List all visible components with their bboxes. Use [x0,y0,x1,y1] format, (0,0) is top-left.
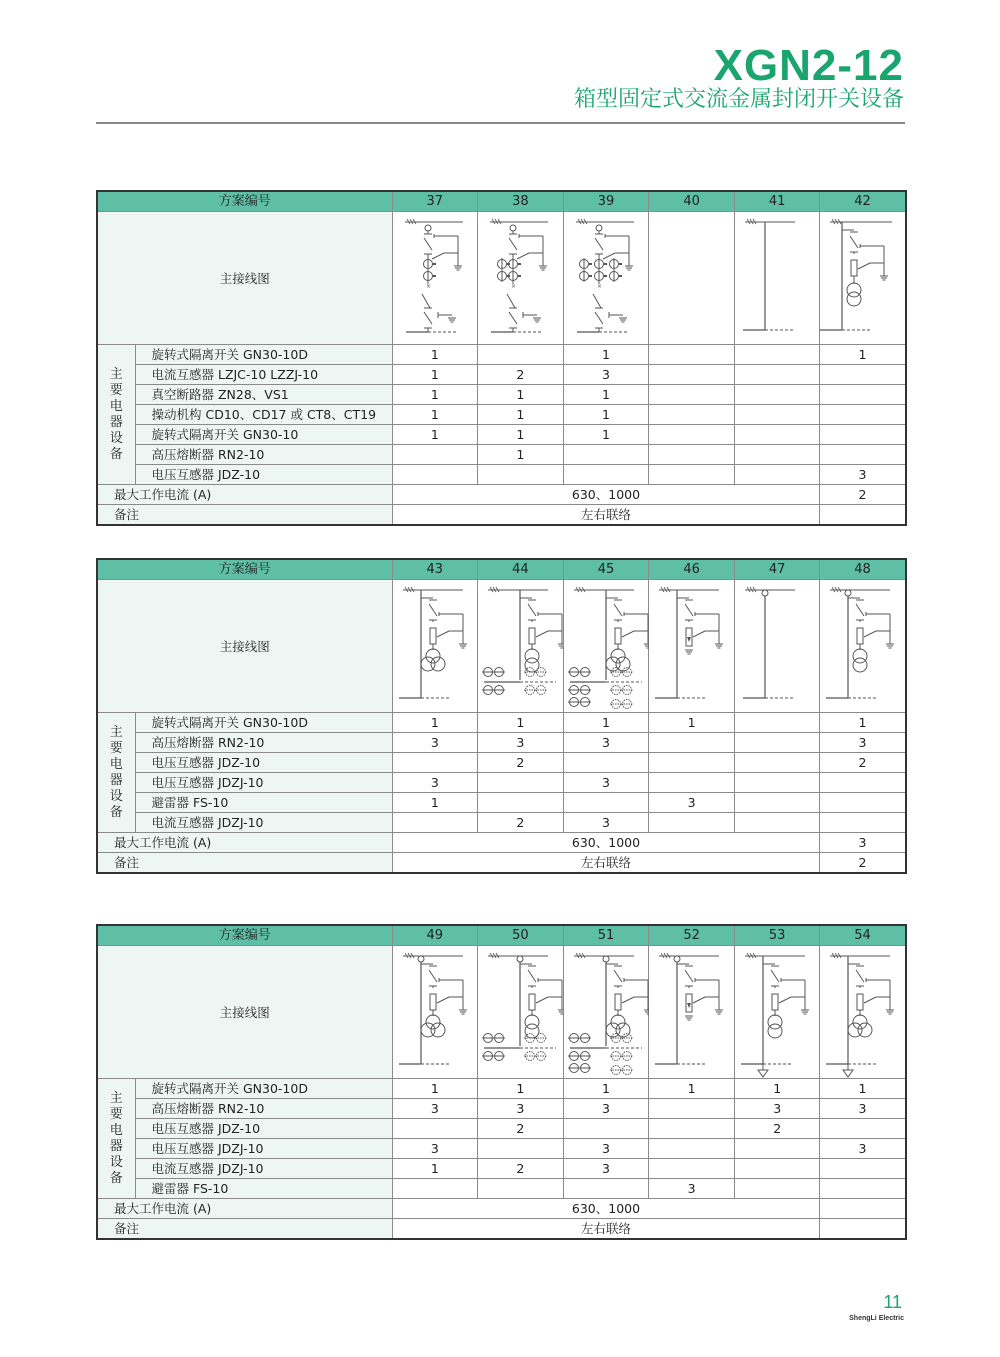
equipment-qty [563,1119,649,1139]
scheme-number: 51 [563,925,649,946]
equipment-qty: 1 [392,793,478,813]
equipment-name: 高压熔断器 RN2-10 [135,1099,392,1119]
equipment-name: 电压互感器 JDZ-10 [135,1119,392,1139]
equipment-qty: 3 [392,1099,478,1119]
wiring-diagram-38 [478,212,564,345]
group-label-char: 主 [109,366,123,382]
remark-row [97,505,906,526]
equipment-qty: 1 [478,445,564,465]
remark-label: 备注 [97,505,392,526]
equipment-qty: 3 [478,1099,564,1119]
diagram-row [97,946,906,1079]
equipment-qty [734,365,820,385]
equipment-name: 旋转式隔离开关 GN30-10 [135,425,392,445]
equipment-qty [563,465,649,485]
equipment-qty [820,1179,906,1199]
equipment-qty [563,753,649,773]
equipment-qty: 3 [563,1159,649,1179]
equipment-qty [649,1099,735,1119]
equipment-qty: 1 [478,385,564,405]
scheme-number: 46 [649,559,735,580]
group-label-char: 主 [109,724,123,740]
equipment-qty: 1 [563,713,649,733]
equipment-qty [734,1179,820,1199]
wiring-diagram-51 [563,946,649,1079]
wiring-diagram-svg [564,212,649,344]
equipment-qty [392,813,478,833]
scheme-label: 方案编号 [97,925,392,946]
equipment-qty: 1 [734,1079,820,1099]
equipment-row [97,445,906,465]
wiring-diagram-40 [649,212,735,345]
equipment-qty [734,465,820,485]
equipment-name: 高压熔断器 RN2-10 [135,733,392,753]
equipment-qty [649,753,735,773]
max-current-row [97,485,906,505]
equipment-qty [820,793,906,813]
scheme-table-2 [96,558,907,874]
equipment-qty [734,733,820,753]
equipment-row [97,1139,906,1159]
group-label-char: 器 [109,1138,123,1154]
equipment-qty [478,345,564,365]
equipment-name: 操动机构 CD10、CD17 或 CT8、CT19 [135,405,392,425]
equipment-qty: 3 [563,365,649,385]
remark-value: 左右联络 [392,505,820,526]
equipment-qty [820,365,906,385]
equipment-qty [820,1159,906,1179]
equipment-qty: 1 [820,713,906,733]
equipment-qty [734,345,820,365]
equipment-name: 电流互感器 JDZJ-10 [135,1159,392,1179]
equipment-qty: 3 [563,1099,649,1119]
equipment-name: 电压互感器 JDZ-10 [135,465,392,485]
equipment-name: 旋转式隔离开关 GN30-10D [135,713,392,733]
equipment-qty: 3 [734,1099,820,1119]
equipment-qty [820,813,906,833]
group-label-char: 要 [109,1106,123,1122]
equipment-qty: 2 [478,813,564,833]
scheme-number: 40 [649,191,735,212]
equipment-qty [649,365,735,385]
group-label-char: 备 [109,804,123,820]
equipment-qty [649,773,735,793]
equipment-qty: 1 [478,425,564,445]
equipment-name: 电流互感器 LZJC-10 LZZJ-10 [135,365,392,385]
max-current-row [97,1199,906,1219]
equipment-qty: 3 [649,793,735,813]
equipment-name: 电压互感器 JDZJ-10 [135,773,392,793]
wiring-diagram-svg [820,212,905,344]
scheme-number: 50 [478,925,564,946]
equipment-qty: 3 [563,813,649,833]
remark-row [97,853,906,874]
equipment-qty: 3 [563,1139,649,1159]
equipment-qty [820,425,906,445]
diagram-label: 主接线图 [97,946,392,1079]
wiring-diagram-54 [820,946,906,1079]
equipment-qty [649,465,735,485]
scheme-number: 39 [563,191,649,212]
equipment-row [97,1079,906,1099]
equipment-qty: 1 [820,345,906,365]
equipment-name: 避雷器 FS-10 [135,1179,392,1199]
equipment-row [97,425,906,445]
equipment-qty: 2 [820,753,906,773]
scheme-header-row [97,925,906,946]
remark-value-last: 2 [820,853,906,874]
group-label-char: 主 [109,1090,123,1106]
equipment-qty: 3 [820,1099,906,1119]
wiring-diagram-52 [649,946,735,1079]
equipment-qty [563,1179,649,1199]
scheme-number: 52 [649,925,735,946]
wiring-diagram-svg [649,946,734,1078]
equipment-row [97,1179,906,1199]
wiring-diagram-svg [735,212,820,344]
equipment-qty: 3 [820,465,906,485]
scheme-header-row [97,559,906,580]
group-label-char: 要 [109,382,123,398]
page-number: 11 [883,1292,902,1312]
remark-row [97,1219,906,1240]
wiring-diagram-44 [478,580,564,713]
group-label-char: 设 [109,1154,123,1170]
equipment-qty: 1 [478,1079,564,1099]
remark-label: 备注 [97,853,392,874]
group-label-char: 器 [109,772,123,788]
group-label-char: 器 [109,414,123,430]
wiring-diagram-47 [734,580,820,713]
equipment-qty [392,753,478,773]
group-label-char: 备 [109,446,123,462]
max-current-value: 630、1000 [392,485,820,505]
equipment-qty [734,385,820,405]
wiring-diagram-49 [392,946,478,1079]
scheme-number: 53 [734,925,820,946]
equipment-qty [392,445,478,465]
equipment-qty: 2 [478,1119,564,1139]
equipment-qty: 1 [478,405,564,425]
equipment-qty [649,405,735,425]
scheme-table-3 [96,924,907,1240]
equipment-row [97,773,906,793]
scheme-number: 42 [820,191,906,212]
header-divider [96,122,905,124]
group-label-char: 电 [109,398,123,414]
diagram-row [97,580,906,713]
equipment-qty: 1 [563,405,649,425]
remark-value: 左右联络 [392,1219,820,1240]
scheme-number: 54 [820,925,906,946]
equipment-qty: 2 [734,1119,820,1139]
equipment-qty [820,445,906,465]
equipment-qty [734,773,820,793]
group-label-char: 电 [109,756,123,772]
equipment-name: 避雷器 FS-10 [135,793,392,813]
equipment-row [97,365,906,385]
equipment-row [97,345,906,365]
equipment-qty: 3 [820,733,906,753]
equipment-name: 电流互感器 JDZJ-10 [135,813,392,833]
equipment-row [97,733,906,753]
equipment-qty [563,445,649,465]
wiring-diagram-43 [392,580,478,713]
wiring-diagram-svg [564,946,649,1078]
equipment-qty [478,793,564,813]
equipment-qty [734,753,820,773]
equipment-qty: 3 [820,1139,906,1159]
equipment-qty: 1 [563,385,649,405]
wiring-diagram-svg [649,212,734,344]
remark-value: 左右联络 [392,853,820,874]
equipment-qty [820,385,906,405]
equipment-row [97,793,906,813]
equipment-qty: 3 [478,733,564,753]
equipment-qty: 1 [392,405,478,425]
max-current-value: 630、1000 [392,1199,820,1219]
wiring-diagram-50 [478,946,564,1079]
equipment-qty [478,1139,564,1159]
wiring-diagram-45 [563,580,649,713]
equipment-qty [734,425,820,445]
equipment-qty [478,773,564,793]
equipment-qty: 1 [392,1079,478,1099]
equipment-group-label [97,345,135,485]
equipment-qty [478,465,564,485]
equipment-qty: 1 [820,1079,906,1099]
equipment-qty: 1 [392,365,478,385]
equipment-qty [734,405,820,425]
equipment-name: 电压互感器 JDZ-10 [135,753,392,773]
remark-value-last [820,505,906,526]
equipment-qty: 3 [392,733,478,753]
svg-text:×: × [425,283,431,290]
max-current-value-last: 3 [820,833,906,853]
scheme-number: 45 [563,559,649,580]
equipment-row [97,1099,906,1119]
equipment-qty: 1 [649,713,735,733]
equipment-row [97,1159,906,1179]
equipment-qty [392,465,478,485]
equipment-qty: 1 [392,713,478,733]
max-current-value: 630、1000 [392,833,820,853]
equipment-name: 真空断路器 ZN28、VS1 [135,385,392,405]
equipment-qty: 3 [649,1179,735,1199]
equipment-qty [820,773,906,793]
diagram-label: 主接线图 [97,212,392,345]
equipment-qty [649,345,735,365]
equipment-qty [649,1119,735,1139]
equipment-qty: 2 [478,1159,564,1179]
max-current-label: 最大工作电流 (A) [97,1199,392,1219]
wiring-diagram-svg [564,580,649,712]
scheme-number: 43 [392,559,478,580]
equipment-qty [649,385,735,405]
svg-text:×: × [596,283,602,290]
product-model-title: XGN2-12 [713,41,904,90]
equipment-qty: 3 [392,1139,478,1159]
scheme-number: 48 [820,559,906,580]
equipment-qty [734,793,820,813]
equipment-qty [649,813,735,833]
equipment-qty [820,405,906,425]
equipment-qty [734,445,820,465]
group-label-char: 设 [109,430,123,446]
remark-value-last [820,1219,906,1240]
wiring-diagram-41 [734,212,820,345]
equipment-qty [649,1159,735,1179]
equipment-row [97,465,906,485]
scheme-number: 37 [392,191,478,212]
scheme-table-1 [96,190,907,526]
equipment-qty: 1 [649,1079,735,1099]
group-label-char: 电 [109,1122,123,1138]
equipment-name: 电压互感器 JDZJ-10 [135,1139,392,1159]
equipment-qty [734,813,820,833]
equipment-row [97,405,906,425]
equipment-qty [649,1139,735,1159]
equipment-qty: 1 [478,713,564,733]
equipment-qty: 3 [563,773,649,793]
group-label-char: 备 [109,1170,123,1186]
brand-name: ShengLi Electric [849,1315,904,1322]
scheme-number: 44 [478,559,564,580]
group-label-char: 要 [109,740,123,756]
equipment-qty: 2 [478,365,564,385]
equipment-row [97,1119,906,1139]
wiring-diagram-46 [649,580,735,713]
equipment-name: 旋转式隔离开关 GN30-10D [135,345,392,365]
product-subtitle: 箱型固定式交流金属封闭开关设备 [573,87,904,112]
equipment-qty [392,1119,478,1139]
equipment-qty [734,1139,820,1159]
equipment-qty [649,733,735,753]
equipment-qty [820,1119,906,1139]
scheme-number: 47 [734,559,820,580]
equipment-name: 高压熔断器 RN2-10 [135,445,392,465]
equipment-qty [563,793,649,813]
wiring-diagram-svg [820,580,905,712]
max-current-row [97,833,906,853]
scheme-label: 方案编号 [97,191,392,212]
equipment-qty: 1 [392,425,478,445]
equipment-qty [478,1179,564,1199]
wiring-diagram-svg [478,580,563,712]
wiring-diagram-svg [393,212,478,344]
equipment-qty [392,1179,478,1199]
max-current-value-last [820,1199,906,1219]
wiring-diagram-svg [478,212,563,344]
equipment-qty: 1 [392,1159,478,1179]
equipment-qty: 1 [392,385,478,405]
max-current-label: 最大工作电流 (A) [97,485,392,505]
wiring-diagram-42 [820,212,906,345]
equipment-qty: 3 [392,773,478,793]
group-label-char: 设 [109,788,123,804]
equipment-qty: 1 [563,425,649,445]
equipment-row [97,385,906,405]
equipment-qty: 1 [563,1079,649,1099]
equipment-qty: 1 [563,345,649,365]
diagram-row [97,212,906,345]
wiring-diagram-svg [478,946,563,1078]
equipment-row [97,813,906,833]
equipment-qty: 3 [563,733,649,753]
equipment-name: 旋转式隔离开关 GN30-10D [135,1079,392,1099]
equipment-row [97,753,906,773]
equipment-qty: 2 [478,753,564,773]
equipment-qty [649,445,735,465]
wiring-diagram-37 [392,212,478,345]
wiring-diagram-svg [735,580,820,712]
scheme-label: 方案编号 [97,559,392,580]
wiring-diagram-39 [563,212,649,345]
max-current-value-last: 2 [820,485,906,505]
wiring-diagram-svg [820,946,905,1078]
wiring-diagram-svg [649,580,734,712]
equipment-group-label [97,713,135,833]
wiring-diagram-svg [393,580,478,712]
equipment-group-label [97,1079,135,1199]
scheme-number: 41 [734,191,820,212]
wiring-diagram-48 [820,580,906,713]
wiring-diagram-svg [393,946,478,1078]
svg-text:×: × [511,283,517,290]
equipment-qty: 1 [392,345,478,365]
equipment-qty [649,425,735,445]
scheme-number: 49 [392,925,478,946]
equipment-qty [734,713,820,733]
scheme-header-row [97,191,906,212]
equipment-row [97,713,906,733]
diagram-label: 主接线图 [97,580,392,713]
equipment-qty [734,1159,820,1179]
wiring-diagram-svg [735,946,820,1078]
scheme-number: 38 [478,191,564,212]
wiring-diagram-53 [734,946,820,1079]
max-current-label: 最大工作电流 (A) [97,833,392,853]
remark-label: 备注 [97,1219,392,1240]
